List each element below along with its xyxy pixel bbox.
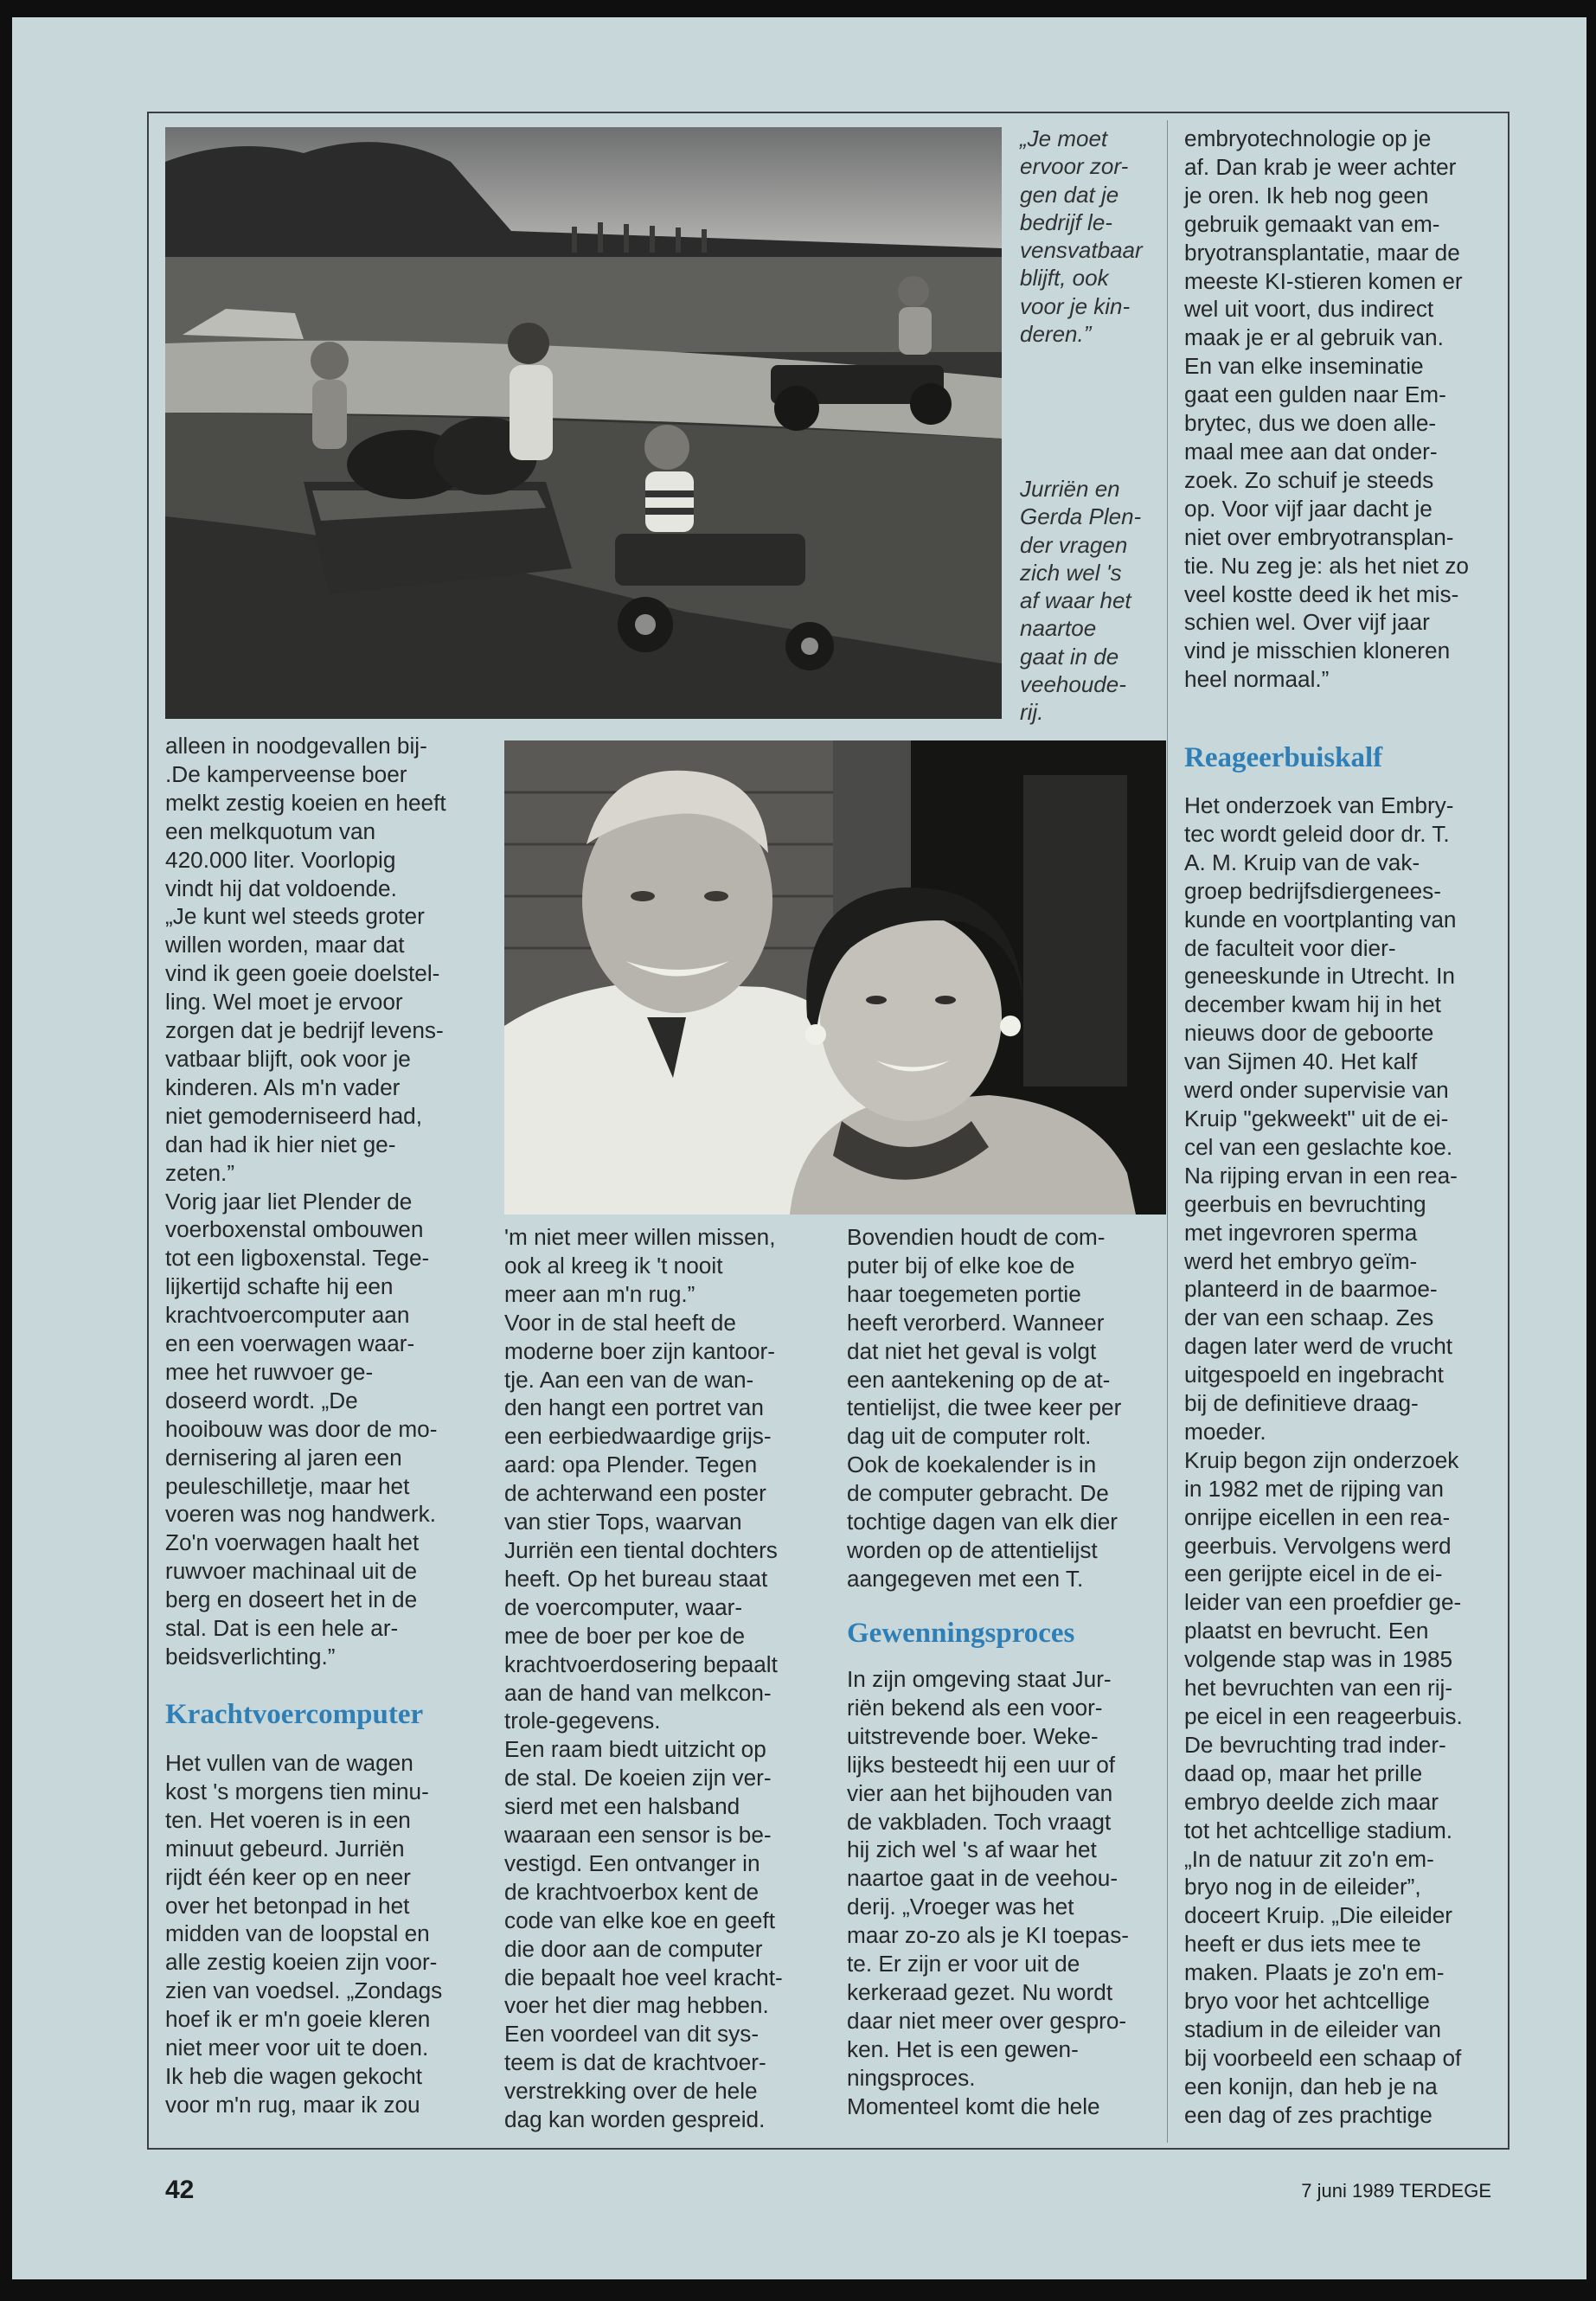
heading-krachtvoercomputer: Krachtvoercomputer <box>165 1699 424 1730</box>
pull-quote: „Je moet ervoor zor- gen dat je bedrijf le- vensvatbaar blijft, ook voor je kin- deren.” <box>1020 125 1143 348</box>
heading-gewenningsproces: Gewenningsproces <box>847 1618 1075 1649</box>
column-2-text: 'm niet meer willen missen, ook al kreeg ik 't nooit meer aan m'n rug.” Voor in de stal heeft de moderne boer zijn kantoor- tje. Aan een van de wan- den hangt een portret van een eerbiedwaardige grijs- aard: opa Plender. Tegen de achterwand een poster van stier Tops, waarvan Jurriën een tiental dochters heeft. Op het bureau staat de voercomputer, waar- mee de boer per koe de krachtvoerdosering bepaalt aan de hand van melkcon- trole-gegevens. Een raam biedt uitzicht op de stal. De koeien zijn ver- sierd met een halsband waaraan een sensor is be- vestigd. Een ontvanger in de krachtvoerbox kent de code van elke koe en geeft die door aan de computer die bepaalt hoe veel kracht- voer het dier mag hebben. Een voordeel van dit sys- teem is dat de krachtvoer- verstrekking over de hele dag kan worden gespreid. <box>504 1224 783 2133</box>
couple-portrait-illustration <box>504 740 1166 1215</box>
children-tractor-photo <box>165 127 1002 719</box>
children-tractor-illustration <box>165 127 1002 719</box>
column-3-text-continued: In zijn omgeving staat Jur- riën bekend als een voor- uitstrevende boer. Weke- lijks besteedt hij een uur of vier aan het bijhouden van de vakbladen. Toch vraagt hij zich wel 's af waar het naartoe gaat in de veehou- derij. „Vroeger was het maar zo-zo als je KI toepas- te. Er zijn er voor uit de kerkeraad gezet. Nu wordt daar niet meer over gespro- ken. Het is een gewen- ningsproces. Momenteel komt die hele <box>847 1666 1130 2119</box>
column-4-text-continued: Het onderzoek van Embry- tec wordt geleid door dr. T. A. M. Kruip van de vak- groep bedrijfsdiergenees- kunde en voortplanting van de faculteit voor dier- geneeskunde in Utrecht. In december kwam hij in het nieuws door de geboorte van Sijmen 40. Het kalf werd onder supervisie van Kruip "gekweekt" uit de ei- cel van een geslachte koe. Na rijping ervan in een rea- geerbuis en bevruchting met ingevroren sperma werd het embryo geïm- planteerd in de baarmoe- der van een schaap. Zes dagen later werd de vrucht uitgespoeld en ingebracht bij de definitieve draag- moeder. Kruip begon zijn onderzoek in 1982 met de rijping van onrijpe eicellen in een rea- geerbuis. Vervolgens werd een gerijpte eicel in de ei- leider van een proefdier ge- plaatst en bevrucht. Een volgende stap was in 1985 het bevruchten van een rij- pe eicel in een reageerbuis. De bevruchting trad inder- daad op, maar het prille embryo deelde zich maar tot het achtcellige stadium. „In de natuur zit zo'n em- bryo nog in de eileider”, doceert Kruip. „Die eileider heeft er dus iets mee te maken. Plaats je zo'n em- bryo voor het achtcellige stadium in de eileider van bij voorbeeld een schaap of een konijn, dan heb je na een dag of zes prachtige <box>1184 792 1463 2128</box>
page-number: 42 <box>165 2176 195 2204</box>
heading-reageerbuiskalf: Reageerbuiskalf <box>1184 742 1383 773</box>
top-rule <box>147 112 1509 113</box>
couple-portrait-photo <box>504 740 1166 1215</box>
right-rule <box>1508 112 1509 2150</box>
issue-date: 7 juni 1989 TERDEGE <box>1301 2180 1491 2202</box>
bottom-rule <box>147 2148 1509 2150</box>
column-1-text-continued: Het vullen van de wagen kost 's morgens tien minu- ten. Het voeren is in een minuut gebeurd. Jurriën rijdt één keer op en neer over het betonpad in het midden van de loopstal en alle zestig koeien zijn voor- zien van voedsel. „Zondags hoef ik er m'n goeie kleren niet meer voor uit te doen. Ik heb die wagen gekocht voor m'n rug, maar ik zou <box>165 1750 443 2118</box>
left-rule <box>147 112 149 2150</box>
magazine-page <box>12 17 1586 2279</box>
column-3-text: Bovendien houdt de com- puter bij of elke koe de haar toegemeten portie heeft verorberd. Wanneer dat niet het geval is volgt een aantekening op de at- tentielijst, die twee keer per dag uit de computer rolt. Ook de koekalender is in de computer gebracht. De tochtige dagen van elk dier worden op de attentielijst aangegeven met een T. <box>847 1224 1122 1592</box>
photo-caption: Jurriën en Gerda Plen- der vragen zich wel 's af waar het naartoe gaat in de veehoude- rij. <box>1020 476 1142 726</box>
column-4-text: embryotechnologie op je af. Dan krab je weer achter je oren. Ik heb nog geen gebruik gemaakt van em- bryotransplantatie, maar de meeste KI-stieren komen er wel uit voort, dus indirect maak je er al gebruik van. En van elke inseminatie gaat een gulden naar Em- brytec, dus we doen alle- maal mee aan dat onder- zoek. Zo schuif je steeds op. Voor vijf jaar dacht je niet over embryotransplan- tie. Nu zeg je: als het niet zo veel kostte deed ik het mis- schien wel. Over vijf jaar vind je misschien kloneren heel normaal.” <box>1184 125 1469 693</box>
column-1-text: alleen in noodgevallen bij- .De kamperveense boer melkt zestig koeien en heeft een melkquotum van 420.000 liter. Voorlopig vindt hij dat voldoende. „Je kunt wel steeds groter willen worden, maar dat vind ik geen goeie doelstel- ling. Wel moet je ervoor zorgen dat je bedrijf levens- vatbaar blijft, ook voor je kinderen. Als m'n vader niet gemoderniseerd had, dan had ik hier niet ge- zeten.” Vorig jaar liet Plender de voerboxenstal ombouwen tot een ligboxenstal. Tege- lijkertijd schafte hij een krachtvoercomputer aan en een voerwagen waar- mee het ruwvoer ge- doseerd wordt. „De hooibouw was door de mo- dernisering al jaren een peuleschilletje, maar het voeren was nog handwerk. Zo'n voerwagen haalt het ruwvoer machinaal uit de berg en doseert het in de stal. Dat is een hele ar- beidsverlichting.” <box>165 733 446 1670</box>
column-divider <box>1167 120 1168 2143</box>
